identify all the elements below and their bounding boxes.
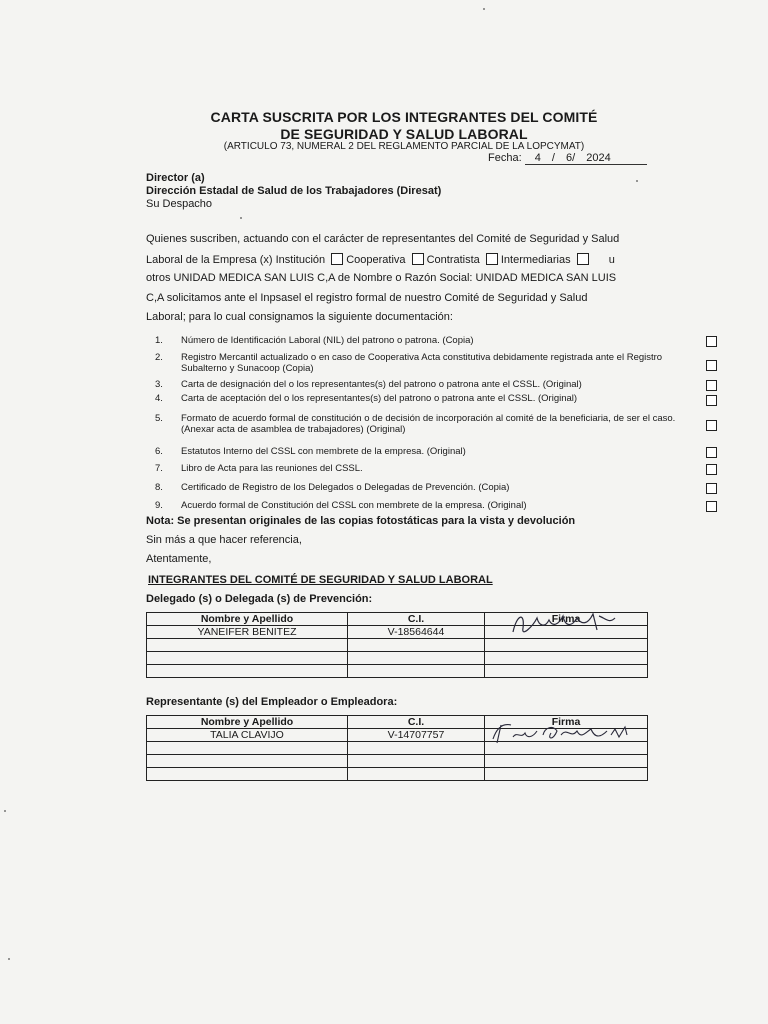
delegate-ci: V-18564644: [348, 626, 485, 639]
sign-off: Atentamente,: [146, 553, 212, 565]
doc-item-5: [155, 413, 695, 435]
item-text: Número de Identificación Laboral (NIL) del patrono o patrona. (Copia): [181, 335, 474, 346]
intermediarias-checkbox[interactable]: [577, 253, 589, 265]
item-9-checkbox[interactable]: [706, 501, 717, 512]
table-row: [147, 755, 648, 768]
item-3-checkbox[interactable]: [706, 380, 717, 391]
col-ci-header: C.I.: [348, 716, 485, 729]
item-text: Carta de designación del o los representantes(s) del patrono o patrona ante el CSSL. (Original): [181, 379, 582, 390]
body-line-1: Quienes suscriben, actuando con el carácter de representantes del Comité de Seguridad y Salud: [146, 233, 620, 245]
table-row: [147, 665, 648, 678]
employer-reps-table: [146, 715, 648, 781]
table-row: [147, 729, 648, 742]
item-number: 4.: [155, 393, 163, 404]
doc-item-2: [155, 352, 695, 374]
col-firma-header: Firma: [485, 716, 648, 729]
addressee-despacho: Su Despacho: [146, 198, 213, 210]
item-number: 3.: [155, 379, 163, 390]
rep-name: TALIA CLAVIJO: [147, 729, 348, 742]
table-row: [147, 626, 648, 639]
item-number: 1.: [155, 335, 163, 346]
table-row: [147, 639, 648, 652]
signature-1-graphic: [505, 606, 625, 640]
delegate-signature-cell: [485, 626, 648, 639]
item-1-checkbox[interactable]: [706, 336, 717, 347]
item-7-checkbox[interactable]: [706, 464, 717, 475]
signature-2-graphic: [487, 717, 637, 747]
scan-speck: [4, 810, 6, 812]
body-line-3: otros UNIDAD MEDICA SAN LUIS C,A de Nombre o Razón Social: UNIDAD MEDICA SAN LUIS: [146, 272, 617, 284]
body-line-2-b: Cooperativa: [346, 254, 406, 266]
date-value: 4 / 6/ 2024: [525, 152, 647, 165]
scan-speck: [8, 958, 10, 960]
contratista-checkbox[interactable]: [412, 253, 424, 265]
employer-reps-heading: Representante (s) del Empleador o Empleadora:: [146, 696, 398, 708]
item-text: Certificado de Registro de los Delegados o Delegadas de Prevención. (Copia): [181, 482, 510, 493]
item-number: 7.: [155, 463, 163, 474]
delegates-heading: Delegado (s) o Delegada (s) de Prevención:: [146, 593, 373, 605]
item-2-checkbox[interactable]: [706, 360, 717, 371]
item-number: 2.: [155, 352, 163, 363]
item-6-checkbox[interactable]: [706, 447, 717, 458]
subtitle: (ARTICULO 73, NUMERAL 2 DEL REGLAMENTO PARCIAL DE LA LOPCYMAT): [223, 141, 585, 152]
item-text: Libro de Acta para las reuniones del CSSL.: [181, 463, 363, 474]
rep-signature-cell: [485, 729, 648, 742]
doc-item-8: [155, 482, 695, 493]
col-ci-header: C.I.: [348, 613, 485, 626]
body-line-2-c: Contratista: [426, 254, 480, 266]
doc-item-9: [155, 500, 695, 511]
note: Nota: Se presentan originales de las copias fotostáticas para la vista y devolución: [146, 515, 576, 527]
rep-ci: V-14707757: [348, 729, 485, 742]
closing-line: Sin más a que hacer referencia,: [146, 534, 302, 546]
cooperativa-checkbox[interactable]: [331, 253, 343, 265]
date-label: Fecha:: [488, 152, 522, 164]
title-line-2: DE SEGURIDAD Y SALUD LABORAL: [280, 126, 528, 142]
body-line-2-d: Intermediarias: [500, 254, 571, 266]
members-heading: INTEGRANTES DEL COMITÉ DE SEGURIDAD Y SALUD LABORAL: [148, 574, 493, 586]
col-name-header: Nombre y Apellido: [147, 716, 348, 729]
item-5-checkbox[interactable]: [706, 420, 717, 431]
item-text: Registro Mercantil actualizado o en caso de Cooperativa Acta constitutiva debidamente registrada ante el Registro Subalterno y Sunacoop (Copia): [181, 352, 663, 374]
doc-item-6: [155, 446, 695, 457]
scan-speck: [240, 217, 242, 219]
item-number: 6.: [155, 446, 163, 457]
scan-speck: [636, 180, 638, 182]
body-line-2-e: u: [608, 254, 615, 266]
item-4-checkbox[interactable]: [706, 395, 717, 406]
body-line-5: Laboral; para lo cual consignamos la siguiente documentación:: [146, 311, 453, 323]
body-line-2-a: Laboral de la Empresa (x) Institución: [146, 254, 326, 266]
item-text: Formato de acuerdo formal de constitución o de decisión de incorporación al comité de la beneficiaria, de ser el caso. (Anexar acta de asamblea de trabajadores) (Original): [181, 413, 676, 435]
addressee-title: Director (a): [146, 172, 205, 184]
title-line-1: CARTA SUSCRITA POR LOS INTEGRANTES DEL COMITÉ: [210, 109, 598, 125]
doc-item-7: [155, 463, 695, 474]
item-text: Carta de aceptación del o los representantes(s) del patrono o patrona ante el CSSL. (Original): [181, 393, 578, 404]
item-text: Estatutos Interno del CSSL con membrete de la empresa. (Original): [181, 446, 466, 457]
addressee-institution: Dirección Estadal de Salud de los Trabajadores (Diresat): [146, 185, 442, 197]
intermediarias-label-checkbox[interactable]: [486, 253, 498, 265]
doc-item-3: [155, 379, 695, 390]
scan-speck: [483, 8, 485, 10]
doc-item-1: [155, 335, 695, 346]
table-row: [147, 768, 648, 781]
item-number: 9.: [155, 500, 163, 511]
delegate-name: YANEIFER BENITEZ: [147, 626, 348, 639]
item-text: Acuerdo formal de Constitución del CSSL con membrete de la empresa. (Original): [181, 500, 527, 511]
body-line-2: [146, 253, 652, 266]
table-row: [147, 652, 648, 665]
item-number: 8.: [155, 482, 163, 493]
date-line: [488, 152, 647, 165]
item-8-checkbox[interactable]: [706, 483, 717, 494]
col-name-header: Nombre y Apellido: [147, 613, 348, 626]
doc-item-4: [155, 393, 695, 404]
col-firma-header: Firma: [485, 613, 648, 626]
item-number: 5.: [155, 413, 163, 424]
body-line-4: C,A solicitamos ante el Inpsasel el registro formal de nuestro Comité de Seguridad y Salud: [146, 292, 588, 304]
delegates-table: [146, 612, 648, 678]
